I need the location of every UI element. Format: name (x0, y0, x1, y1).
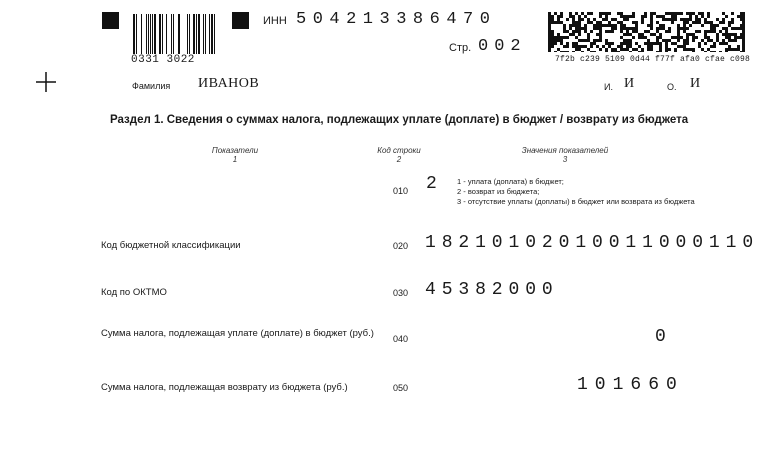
page-label: Стр. (449, 42, 472, 54)
row-010-code: 010 (393, 186, 409, 196)
inn-label: ИНН (263, 15, 287, 27)
column-header-values: Значения показателей 3 (521, 146, 609, 164)
row-050-code: 050 (393, 383, 409, 393)
barcode-image (131, 14, 221, 54)
row-010-value: 2 (426, 174, 444, 194)
note-line: 3 - отсутствие уплаты (доплаты) в бюджет или возврата из бюджета (457, 197, 695, 206)
surname-label: Фамилия (132, 81, 171, 91)
note-line: 1 - уплата (доплата) в бюджет; (457, 177, 564, 186)
initial-i-label: И. (604, 82, 613, 92)
row-040-value: 0 (655, 327, 673, 347)
column-header-line-code: Код строки 2 (377, 146, 421, 164)
row-010-notes (457, 177, 695, 207)
row-030-code: 030 (393, 288, 409, 298)
row-020-value: 18210102010011000110 (425, 233, 760, 253)
page-value: 002 (478, 37, 527, 56)
inn-value: 504213386470 (296, 10, 497, 29)
column-header-indicators: Показатели 1 (211, 146, 259, 164)
2d-barcode-image (548, 12, 745, 52)
row-020-code: 020 (393, 241, 409, 251)
row-030-value: 45382000 (425, 280, 559, 300)
row-030-label: Код по ОКТМО (101, 287, 167, 298)
code-line: 7f2b c239 5109 0d44 f77f afa0 cfae c098 (555, 55, 751, 64)
alignment-marker-left (102, 12, 119, 29)
initial-o-value: И (690, 76, 701, 91)
surname-value: ИВАНОВ (198, 76, 260, 91)
section-title: Раздел 1. Сведения о суммах налога, подлежащих уплате (доплате) в бюджет / возврату из бюджета (110, 114, 689, 126)
initial-o-label: О. (667, 82, 677, 92)
row-050-label: Сумма налога, подлежащая возврату из бюджета (руб.) (101, 382, 348, 393)
initial-i-value: И (624, 76, 635, 91)
barcode-number: 0331 3022 (131, 54, 195, 66)
crosshair-icon (36, 72, 56, 92)
row-040-code: 040 (393, 334, 409, 344)
note-line: 2 - возврат из бюджета; (457, 187, 540, 196)
row-050-value: 101660 (577, 375, 684, 395)
row-040-label: Сумма налога, подлежащая уплате (доплате) в бюджет (руб.) (101, 328, 374, 339)
alignment-marker-right (232, 12, 249, 29)
row-020-label: Код бюджетной классификации (101, 240, 241, 251)
